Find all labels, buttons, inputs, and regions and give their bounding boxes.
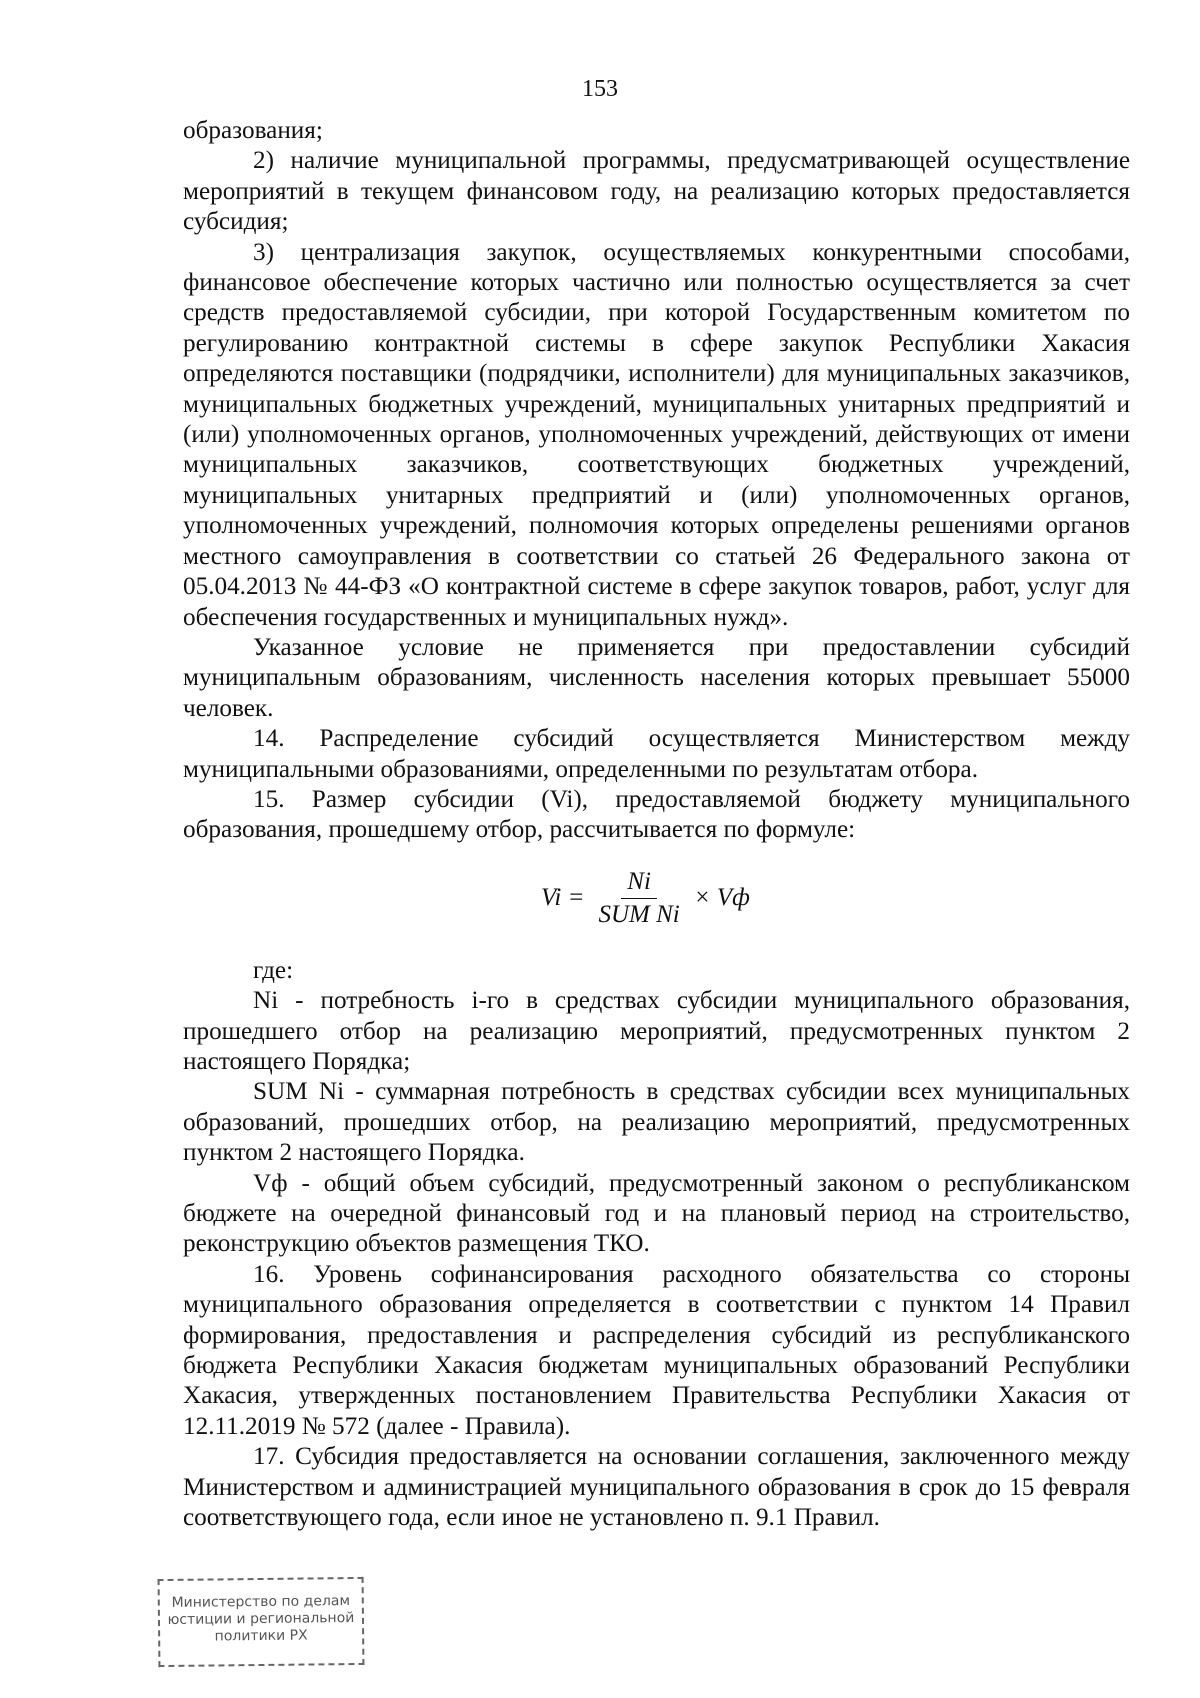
paragraph: 17. Субсидия предоставляется на основании соглашения, заключенного между Министерством и администрацией муниципального образования в срок до 15 февраля соответствующего года, если иное не установлено п. 9.1 Правил. bbox=[183, 1443, 1130, 1532]
formula-lhs: Vi = bbox=[541, 884, 585, 912]
formula-rhs: × Vф bbox=[693, 884, 750, 912]
stamp-line: юстиции и региональной bbox=[167, 1610, 355, 1628]
paragraph: 15. Размер субсидии (Vi), предоставляемой бюджету муниципального образования, прошедшему отбор, рассчитывается по формуле: bbox=[183, 785, 1130, 844]
paragraph: Ni - потребность i-го в средствах субсидии муниципального образования, прошедшего отбор на реализацию мероприятий, предусмотренных пунктом 2 настоящего Порядка; bbox=[183, 987, 1130, 1075]
subsidy-formula bbox=[183, 846, 1130, 956]
paragraph: 3) централизация закупок, осуществляемых конкурентными способами, финансовое обеспечение которых частично или полностью осуществляется за счет средств предоставляемой субсидии, при которой Государственным комитетом по регулированию контрактной системы в сфере закупок Республики Хакасия определяются поставщики (подрядчики, исполнители) для муниципальных заказчиков, муниципальных бюджетных учреждений, муниципальных унитарных предприятий и (или) уполномоченных органов, уполномоченных учреждений, действующих от имени муниципальных заказчиков, соответствующих бюджетных учреждений, муниципальных унитарных предприятий и (или) уполномоченных органов, уполномоченных учреждений, полномочия которых определены решениями органов местного самоуправления в соответствии со статьей 26 Федерального закона от 05.04.2013 № 44-ФЗ «О контрактной системе в сфере закупок товаров, работ, услуг для обеспечения государственных и муниципальных нужд». bbox=[183, 238, 1130, 631]
paragraph: 2) наличие муниципальной программы, предусматривающей осуществление мероприятий в текущем финансовом году, на реализацию которых предоставляется субсидия; bbox=[183, 147, 1130, 236]
stamp-line: политики РХ bbox=[214, 1627, 308, 1645]
paragraph: 14. Распределение субсидий осуществляется Министерством между муниципальными образованиями, определенными по результатам отбора. bbox=[183, 725, 1130, 783]
ministry-stamp bbox=[158, 1577, 365, 1667]
formula-fraction bbox=[592, 868, 685, 929]
formula-numerator: Ni bbox=[621, 868, 657, 899]
paragraph: Vф - общий объем субсидий, предусмотренный законом о республиканском бюджете на очередной финансовый год и на плановый период на строительство, реконструкцию объектов размещения ТКО. bbox=[183, 1169, 1130, 1258]
paragraph: где: bbox=[253, 956, 294, 984]
formula-denominator: SUM Ni bbox=[598, 900, 680, 928]
paragraph: образования; bbox=[183, 117, 323, 144]
document-body bbox=[183, 116, 1130, 1533]
page-number: 153 bbox=[582, 76, 618, 102]
paragraph: SUM Ni - суммарная потребность в средствах субсидии всех муниципальных образований, прошедших отбор, на реализацию мероприятий, предусмотренных пунктом 2 настоящего Порядка. bbox=[183, 1078, 1130, 1167]
paragraph: 16. Уровень софинансирования расходного обязательства со стороны муниципального образования определяется в соответствии с пунктом 14 Правил формирования, предоставления и распределения субсидий из республиканского бюджета Республики Хакасия бюджетам муниципальных образований Республики Хакасия, утвержденных постановлением Правительства Республики Хакасия от 12.11.2019 № 572 (далее - Правила). bbox=[183, 1260, 1130, 1440]
paragraph: Указанное условие не применяется при предоставлении субсидий муниципальным образованиям, численность населения которых превышает 55000 человек. bbox=[183, 633, 1130, 722]
stamp-line: Министерство по делам bbox=[171, 1593, 351, 1611]
